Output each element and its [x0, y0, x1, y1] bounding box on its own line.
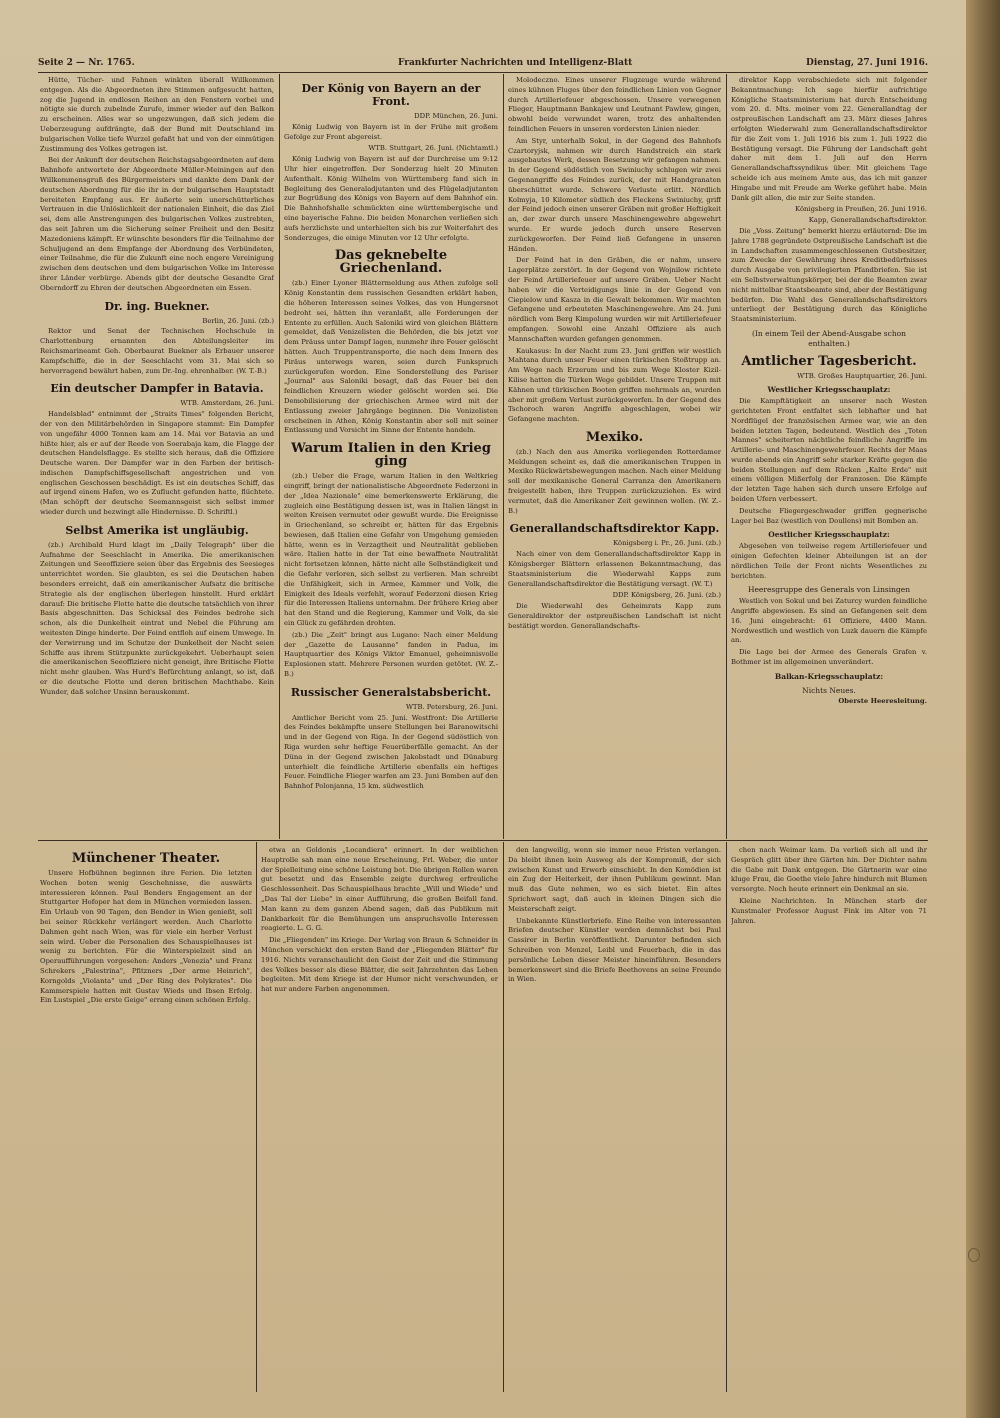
article-text: Molodeczno. Eines unserer Flugzeuge wurde während eines kühnen Fluges über den feindlichen Linien von Gegner durch Artilleriefeuer abgeschossen. Unsere verwegenen Flieger, Hauptmann Bankajew und Leutnant Pawlew, gingen, obwohl beide verwundet waren, trotz des anhaltenden feindlichen Feuers in unseren vordersten Linien nieder.	[508, 76, 721, 133]
subhead-balkan: Balkan-Kriegsschauplatz:	[774, 671, 884, 681]
article-text: Deutsche Fliegergeschwader griffen gegnerische Lager bei Baz (westlich von Doullens) mit Bomben an.	[731, 506, 927, 525]
headline-amerika: Selbst Amerika ist ungläubig.	[65, 523, 249, 537]
article-text: (zb.) Archibald Hurd klagt im „Daily Telegraph" über die Aufnahme der Seeschlacht in Amerika. Die amerikanischen Zeitungen und Seeoffiziere seien über das Ergebnis des Seesieges unterrichtet worden. Sie glaubten, es sei die Deutschen haben besonders erreicht, daß ein amerikanischer Aufsatz die britische Strategie als der englischen überlegen hinstellt. Hurd erklärt darauf: Die britische Flotte hatte die deutsche tatsächlich von ihrer Basis abgeschnitten. Das Schicksal des Feindes bedrohe sich schon, als die Dunkelheit eintrat und Nebel die Führung am weitesten Dinge hinderte. Der Feind entfloh auf einem Umwege. In der Verwirrung und im Schutze der Dunkelheit der Nacht seien Schiffe aus ihrem Stützpunkte zurückgekehrt. Ueberhaupt seien die amerikanischen Seeoffiziere nicht geneigt, ihre Britische Flotte nicht mehr glauben. Was Hurd's Befürchtung anlangt, so ist, daß er die deutsche Flotte und deren britischen Machthabe. Kein Wunder, daß solcher Unsinn herauskommt.	[40, 540, 274, 696]
article-text: (zb.) Die „Zeit" bringt aus Lugano: Nach einer Meldung der „Gazette de Lausanne" fanden in Padua, im Hauptquartier des Königs Viktor Emanuel, geheimnisvolle Explosionen statt. Mehrere Personen wurden getötet. (W. Z.-B.)	[284, 630, 498, 679]
headline-tagesbericht: Amtlicher Tagesbericht.	[741, 353, 917, 369]
article-text: Der Feind hat in den Gräben, die er nahm, unsere Lagerplätze zerstört. In der Gegend von Wojnilow richtete der Feind Artilleriefeuer auf unsere Gräben. Ueber Nacht haben wir die Verteidigungs linie in der Gegend von Ciepielow und Kasza in die Gewalt bekommen. Wir machten Gefangene und erbeuteten Maschinengewehre. Am 24. Juni nördlich vom Berg Kimpolung wurden wir mit Artilleriefeuer empfangen. Sowohl eine Anzahl Offiziere als auch Mannschaften wurden gefangen genommen.	[508, 256, 721, 343]
column-1	[40, 76, 274, 838]
article-text: Rektor und Senat der Technischen Hochschule in Charlottenburg ernannten den Abteilungsleiter im Reichsmarineamt Geh. Oberbaurat Buekner als Erbauer unserer Kampfschiffe, die in der Seeschlacht vom 31. Mai sich so hervorragend bewährt haben, zum Dr.-Ing. ehrenhalber. (W. T.-B.)	[40, 327, 274, 375]
headline-griechenland: Das geknebelte Griechenland.	[334, 248, 448, 277]
article-text: Nach einer von dem Generallandschaftsdirektor Kapp in Königsberger Blättern erlassenen Bekanntmachung, das Staatsministerium die Wiederwahl Kapps zum Generallandschaftsdirektor die Bestätigung versagt. (W. T.)	[508, 550, 721, 588]
column-rule	[279, 74, 280, 839]
article-text: Kleine Nachrichten. In München starb der Kunstmaler Professor August Fink im Alter von 71 Jahren.	[731, 896, 927, 925]
theater-column-3	[508, 846, 721, 1391]
article-text: direktor Kapp verabschiedete sich mit folgender Bekanntmachung: Ich sage hierfür aufrichtige Königliche Staatsministerium hat durch Entscheidung vom 20. d. Mts. meiner vom 22. Generallandtag der ostpreußischen Landschaft am 23. März dieses Jahres erfolgten Wiederwahl zum Generallandschaftsdirektor für die Zeit vom 1. Juli 1916 bis zum 1. Juli 1922 die Bestätigung versagt. Die Führung der Landschaft geht daher mit dem 1. Juli auf den Herrn Generallandschaftssyndikus über. Mit gleichem Tage scheide ich aus meinem Amte aus, das ich mit ganzer Hingabe und mit Freude am Werke geführt habe. Mein Dank gilt allen, die mir zur Seite standen.	[731, 76, 927, 202]
article-text: Die Lage bei der Armee des Generals Grafen v. Bothmer ist im allgemeinen unverändert.	[731, 648, 927, 667]
headline-dampfer: Ein deutscher Dampfer in Batavia.	[50, 382, 264, 396]
section-divider	[38, 840, 928, 841]
theater-column-2	[261, 846, 498, 1391]
article-text: Bei der Ankunft der deutschen Reichstagsabgeordneten auf dem Bahnhofe antwortete der Abgeordnete Müller-Meiningen auf den Willkommensgruß des Bürgermeisters und dankte dem Dank der deutschen Abordnung für die ihr in der bulgarischen Hauptstadt bereiteten Empfang aus. Er äußerte sein unerschütterliches Vertrauen in die Unlöslichkeit der nationalen Einheit, die das Ziel sei, dem alle Anstrengungen des bulgarischen Volkes zustrebten, das seit Jahren um die Sicherung seiner Freiheit und den Besitz Mazedoniens kämpft. Er wünschte besonders für die Teilnahme der Schuljugend an dem Empfange der Abordnung des Verbündeten, einer Teilnahme, die für die Zukunft eine noch engere Vereinigung zwischen dem deutschen und dem bulgarischen Volke im Interesse ihrer Länder verbürge. Abends gibt der deutsche Gesandte Graf Oberndorff zu Ehren der deutschen Abgeordneten ein Essen.	[40, 156, 274, 292]
article-text: Westlich von Sokul und bei Zaturcy wurden feindliche Angriffe abgewiesen. Es sind an Gefangenen seit dem 16. Juni eingebracht: 61 Offiziere, 4400 Mann. Nordwestlich und westlich von Luzk dauern die Kämpfe an.	[731, 597, 927, 645]
headline-kapp: Generallandschaftsdirektor Kapp.	[509, 522, 720, 536]
article-text: Kaukasus: In der Nacht zum 23. Juni griffen wir westlich Mahtana durch unser Feuer einen türkischen Stoßtrupp an. Am Wege nach Erzerum und bis zum Wege Kloster Kizil-Kilise hatten die Türken Wege gebildet. Unsere Truppen mit Kähnen und türkischen Booten griffen mehrmals an, wurden aber mit großem Verlust zurückgeworfen. In der Gegend des Tschoroch waren Angriffe abgeschlagen, wobei wir Gefangene machten.	[508, 346, 721, 424]
dateline: WTB. Stuttgart, 26. Juni. (Nichtamtl.)	[368, 144, 498, 153]
issue-date: Dienstag, 27. Juni 1916.	[806, 58, 928, 68]
column-rule	[503, 74, 504, 839]
article-text: Handelsblad" entnimmt der „Straits Times" folgenden Bericht, der von den Militärbehörden in Singapore stammt: Ein Dampfer von ungefähr 4000 Tonnen kam am 14. Mai vor Batavia an und hißte hier, als er auf der Reede von Soerabaja kam, die Flagge der deutschen Handelsflagge. Es stellte sich heraus, daß die Offiziere Deutsche waren. Der Dampfer war in den Farben der britisch-indischen Dampfschiffsgesellschaft angestrichen und von englischen Geschossen beschädigt. Es ist ein deutsches Schiff, das auf irgend einem Hafen, wo es Zuflucht gefunden hatte, flüchtete. (Man schöpft der deutsche Seemannsgeist sich selbst immer wieder durch und bezwingt alle Hindernisse. D. Schriftl.)	[40, 410, 274, 517]
masthead-title: Frankfurter Nachrichten und Intelligenz-Blatt	[398, 58, 633, 68]
headline-koenig: Der König von Bayern an der Front.	[301, 82, 481, 108]
headline-buckner: Dr. ing. Buekner.	[104, 299, 210, 313]
subhead-ost: Oestlicher Kriegsschauplatz:	[768, 530, 890, 540]
article-text: Die Kampftätigkeit an unserer nach Westen gerichteten Front entfaltet sich lebhafter und hat Nordflügel der französischen Armee war, wie an den beiden letzten Tagen, bedeutend. Westlich des „Toten Mannes" scheiterten nächtliche feindliche Angriffe im Artillerie- und Maschinengewehrfeuer. Rechts der Maas wurde abends ein Angriff sehr starker Kräfte gegen die beiden Stellungen auf dem Rücken „Kalte Erde" mit einem völligen Mißerfolg der Franzosen. Die Kämpfe der letzten Tage haben sich durch unsere Erfolge auf beiden Ufern verbessert.	[731, 397, 927, 504]
article-text: (zb.) Nach den aus Amerika vorliegenden Rotterdamer Meldungen scheint es, daß die amerikanischen Truppen in Mexiko Rückwärtsbewegungen machen. Nach einer Meldung soll der mexikanische General Carranza den Amerikanern freigestellt haben, ihre Truppen zurückzuziehen. Es wird vermutet, daß die Amerikaner Zeit gewinnen wollen. (W. Z.-B.)	[508, 447, 721, 515]
dateline: WTB. Petersburg, 26. Juni.	[405, 702, 498, 711]
theater-column-1	[40, 846, 252, 1391]
dateline: WTB. Großes Hauptquartier, 26. Juni.	[797, 371, 927, 380]
article-text: (zb.) Einer Lyoner Blättermeldung aus Athen zufolge soll König Konstantin dem russischen Gesandten erklärt haben, die höheren Interessen seines Volkes, das von Hungersnot bedroht sei, hätten ihn veranlaßt, alle Forderungen der Entente zu erfüllen. Auch Saloniki wird von gleichen Blättern gemeldet, daß Venizelisten die Behörden, die bis jetzt vor dem Präuss unter Dampf lagen, nunmehr ihre Feuer gelöscht hätten. Auch Truppentransporte, die nach dem Innern des Piräus unterwegs waren, seien durch Funkspruch zurückgerufen worden. Eine Sonderstellung des Pariser „Journal" aus Saloniki besagt, daß das Feuer bei den feindlichen Kreuzern wieder gelöscht worden sei. Die Demobilisierung der griechischen Armee wird mit der Entlassung zweier Jahrgänge beginnen. Die Venizelisten erscheinen in Athen, König Konstantin aber soll mit seiner Entlassung und Vorsicht im Sinne der Entente handeln.	[284, 279, 498, 435]
article-text: Unbekannte Künstlerbriefe. Eine Reihe von interessanten Briefen deutscher Künstler werden demnächst bei Paul Cassirer in Berlin veröffentlicht. Darunter befinden sich Schreiben von Menzel, Leibl und Feuerbach, die in das persönliche Leben dieser Meister hineinführen. Besonders bemerkenswert sind die Briefe Beethovens an seine Freunde in Wien.	[508, 916, 721, 984]
article-text: König Ludwig von Bayern ist auf der Durchreise um 9:12 Uhr hier eingetroffen. Der Sonderzug hielt 20 Minuten Aufenthalt. König Wilhelm von Württemberg fand sich in Begleitung des Generaladjutanten und des Flügeladjutanten zur Begrüßung des Königs von Bayern auf dem Bahnhof ein. Die Bahnhofshalle schmückten eine württembergische und eine bayerische Fahne. Die beiden Monarchen verließen sich aufs herzlichste und unterhielten sich bis zur Weiterfahrt des Sonderzuges, die einige Minuten vor 12 Uhr erfolgte.	[284, 155, 498, 242]
signature-date: Königsberg in Preußen, 26. Juni 1916.	[795, 205, 927, 214]
article-text: chen nach Weimar kam. Da verließ sich all und ihr Gespräch glitt über ihre Gärten hin. Der Dichter nahm die Gabe mit Dank entgegen. Die Gärtnerin war eine kluge Frau, die Goethe viele Jahre hindurch mit Blumen versorgte. Noch heute erinnert ein Denkmal an sie.	[731, 846, 927, 894]
headline-theater: Münchener Theater.	[71, 851, 221, 866]
article-text: Abgesehen von teilweise regem Artilleriefeuer und einigen Gefechten kleiner Abteilungen ist an der nördlichen Teile der Front nichts Wesentliches zu berichten.	[731, 542, 927, 580]
headline-mexiko: Mexiko.	[585, 429, 644, 445]
balkan-text: Nichts Neues.	[802, 685, 856, 695]
article-text: König Ludwig von Bayern ist in der Frühe mit großem Gefolge zur Front abgereist.	[284, 122, 498, 141]
signature-name: Kapp, Generallandschaftsdirektor.	[808, 216, 927, 225]
column-3	[508, 76, 721, 838]
page-number: Seite 2 — Nr. 1765.	[38, 58, 135, 68]
article-text: den langweilig, wenn sie immer neue Fristen verlangen. Da bleibt ihnen kein Ausweg als der Kompromiß, der sich zwischen Kunst und Erwerb einschiebt. In den Komödien ist ein Zug der Heiterkeit, der ihnen Publikum gewinnt. Man muß das Gute nehmen, wo es sich bietet. Ein altes Sprichwort sagt, daß auch in kleinen Dingen sich die Meisterschaft zeigt.	[508, 846, 721, 913]
article-text: etwa an Goldonis „Locandiera" erinnert. In der weiblichen Hauptrolle sah man eine neue Erscheinung, Frl. Weber, die unter der Spielleitung eine schöne Leistung bot. Die übrigen Rollen waren gut besetzt und das Ensemble zeigte durchweg erfreuliche Geschlossenheit. Das Schauspielhaus brachte „Will und Wiede" und „Das Tal der Liebe" in einer Aufführung, die großen Beifall fand. Man kann zu dem ganzen Abend sagen, daß das Publikum mit Dankbarkeit für die Bemühungen um anspruchsvolle Interessen reagierte. L. G. G.	[261, 846, 498, 933]
column-rule	[726, 74, 727, 839]
article-text: Die „Fliegenden" im Kriege. Der Verlag von Braun & Schneider in München verschickt den ersten Band der „Fliegenden Blätter" für 1916. Nichts veranschaulicht den Geist der Zeit und die Stimmung des Volkes besser als diese Blätter, die seit Jahrzehnten das Leben begleiten. Mit dem Kriege ist der Humor nicht verschwunden, er hat nur andere Farben angenommen.	[261, 936, 498, 994]
article-text: Unsere Hofbühnen beginnen ihre Ferien. Die letzten Wochen boten wenig Geschehnisse, die auswärts interessieren können. Paul Benders Engagement an der Stuttgarter Hofoper hat dem in München vermieden lassen. Ein Urlaub von 90 Tagen, den Bender in Wien genießt, soll bei seiner Rückkehr verlängert werden. Auch Charlotte Dahmen geht nach Wien, was für viele ein herber Verlust sein wird. Ueber die Personalien des Schauspielhauses ist wenig zu berichten. Für die Winterspielzeit sind an Operaufführungen vorgesehen: Anders „Venezia" und Franz Schrekers „Palestrina", Pfitzners „Der arme Heinrich", Korngolds „Violanta" und „Der Ring des Polykrates". Die Kammerspiele hatten mit Gustav Wieds und Ibsen Erfolg. Ein Lustspiel „Die erste Geige" errang einen schönen Erfolg.	[40, 869, 252, 1005]
dateline: Berlin, 26. Juni. (zb.)	[202, 316, 274, 325]
article-text: Amtlicher Bericht vom 25. Juni. Westfront: Die Artillerie des Feindes bekämpfte unsere Stellungen bei Baranowitschi und in der Gegend von Riga. In der Gegend südöstlich von Riga wurden sehr heftige Feuerüberfälle gemacht. An der Düna in der Gegend zwischen Jakobstadt und Dünaburg unterhielt die feindliche Artillerie ebenfalls ein heftiges Feuer. Feindliche Flieger warfen am 23. Juni Bomben auf den Bahnhof Polonjanna, 15 km. südwestlich	[284, 713, 498, 791]
column-4	[731, 76, 927, 838]
article-text: (zb.) Ueber die Frage, warum Italien in den Weltkrieg eingriff, bringt der nationalistische Abgeordnete Federzoni in der „Idea Nazionale" eine bemerkenswerte Erklärung, die zugleich eine Bestätigung dessen ist, was in Italien längst in weiten Kreisen vermutet oder gewußt wurde. Die Ereignisse in Griechenland, so schreibt er, hätten für das Ergebnis bewiesen, daß Italien eine Gefahr von Umgehung gemieden hätte, wenn es in Verzagtheit und Neutralität geblieben wäre. Italien hatte in der Tat eine bewaffnete Neutralität nicht fortsetzen können, hätte nicht alle Selbständigkeit und die Gefahr verloren, sich selbst zu verlieren. Man schreibt die Unfähigkeit, sich in Armee, Kammer und Volk, die Einigkeit des Ideals verfehlt, worauf Federzoni diesen Krieg für die Interessen Italiens unternahm. Der frühere Krieg aber hat den Stand und die Regierung, Kammer und Volk, da sie ein Glück zu gefährden drohten.	[284, 472, 498, 628]
article-text: Am Styr, unterhalb Sokul, in der Gegend des Bahnhofs Czartoryjsk, nahmen wir durch Handstreich ein stark ausgebautes Werk, dessen Besetzung wir gefangen nahmen. In der Gegend südöstlich von Swiniuchy schlugen wir zwei Gegenangriffe des Feindes zurück, der mit Handgranaten überschüttet wurde. Schwere Verluste erlitt. Nördlich Kolmyja, 10 Kilometer südlich des Fleckens Swiniuchy, griff der Feind jedoch einen unserer Gräben mit großer Heftigkeit an, der zwar durch unsere Maschinengewehre abgewehrt wurde. Er wurde jedoch durch unsere Reserven zurückgeworfen. Der Feind ließ Gefangene in unseren Händen.	[508, 136, 721, 253]
headline-russ-bericht: Russischer Generalstabsbericht.	[290, 685, 492, 699]
page-header	[38, 56, 928, 73]
column-rule	[503, 842, 504, 1392]
article-text: Hütte, Tücher- und Fahnen winkten überall Willkommen entgegen. Als die Abgeordneten ihre Stimmen aufgesucht hatten, zog die Jugend in endlosen Reihen an den Fenstern vorbei und nötigte sie durch zubelnde Zurufe, immer wieder auf den Balkon zu erscheinen. Alles war so ungezwungen, daß sich jedem die Ueberzeugung aufdrängte, daß der Bund mit Deutschland im bulgarischen Volke tiefe Wurzel gefaßt hat und von der einmütigen Zustimmung des Volkes getragen ist.	[40, 76, 274, 153]
report-signature: Oberste Heeresleitung.	[838, 697, 927, 706]
dateline: Königsberg i. Pr., 26. Juni. (zb.)	[613, 539, 721, 548]
column-2	[284, 76, 498, 838]
article-text: Die Wiederwahl des Geheimrats Kapp zum Generaldirektor der ostpreußischen Landschaft ist nicht bestätigt worden. Generallandschafts-	[508, 602, 721, 630]
dateline: DDP. Königsberg, 26. Juni. (zb.)	[612, 591, 721, 600]
subhead-heeresgruppe: Heeresgruppe des Generals von Linsingen	[747, 585, 911, 595]
dateline: WTB. Amsterdam, 26. Juni.	[180, 399, 274, 408]
edition-note: (In einem Teil der Abend-Ausgabe schon enthalten.)	[752, 328, 906, 348]
column-rule	[256, 842, 257, 1392]
subhead-west: Westlicher Kriegsschauplatz:	[767, 385, 891, 395]
dateline: DDP. München, 26. Juni.	[414, 112, 498, 120]
page-edge	[966, 0, 1000, 1418]
column-rule	[726, 842, 727, 1392]
theater-column-4	[731, 846, 927, 1391]
article-text: Die „Voss. Zeitung" bemerkt hierzu erläuternd: Die im Jahre 1788 gegründete Ostpreußische Landschaft ist die in Landschaften zusammengeschlossenen Gutsbesitzer, zum Zwecke der Gewährung ihres Kreditbedürfnisses durch Ausgabe von privilegierten Pfandbriefen. Sie ist ein Selbstverwaltungskörper, bei der die Beamten zwar nicht mittelbar Staatsbeamte sind, aber der Bestätigung bedürfen. Die Wahl des Generallandschaftsdirektors unterliegt der Bestätigung durch das Königliche Staatsministerium.	[731, 226, 927, 324]
headline-italien: Warum Italien in den Krieg ging	[291, 441, 491, 470]
pencil-mark	[968, 1248, 980, 1262]
